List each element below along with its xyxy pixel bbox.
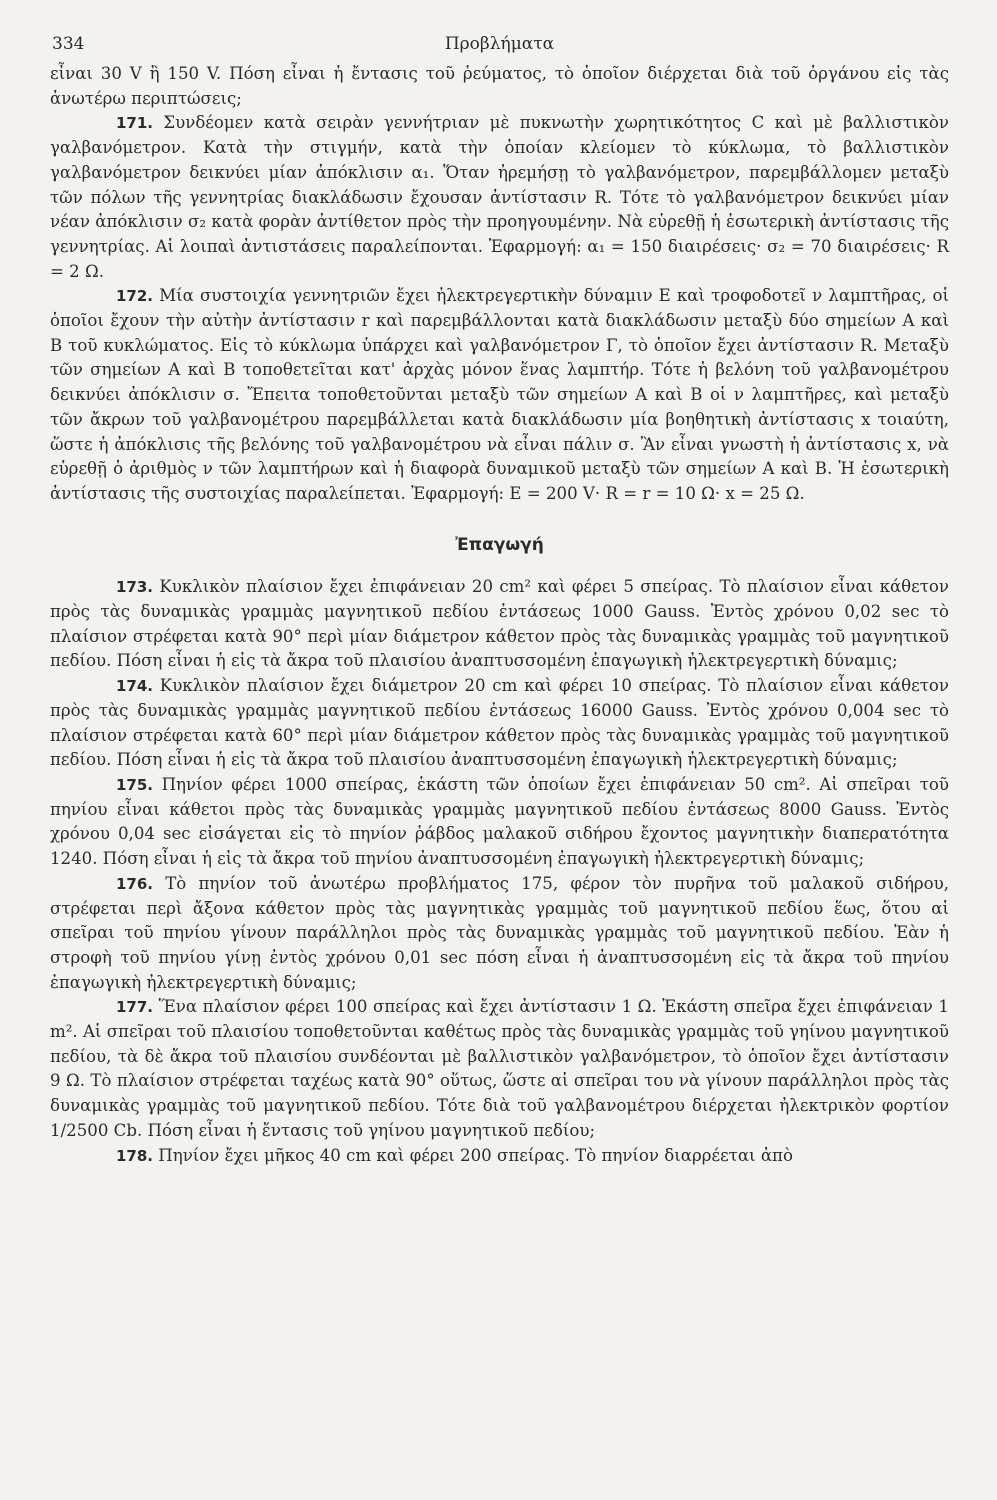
problem-173 [50, 575, 949, 674]
problem-171 [50, 111, 949, 284]
page-header [50, 22, 949, 62]
problem-178 [50, 1144, 949, 1169]
paragraph-continuation [50, 62, 949, 111]
paragraph-text: Συνδέομεν κατὰ σειρὰν γεννήτριαν μὲ πυκνωτὴν χωρητικότητος C καὶ μὲ βαλλιστικὸν γαλβανόμετρον. Κατὰ τὴν στιγμήν, κατὰ τὴν ὁποίαν κλείομεν τὸ κύκλωμα, τὸ βαλλιστικὸν γαλβανόμετρον δεικνύει μίαν ἀπόκλισιν α₁. Ὅταν ἠρεμήσῃ τὸ γαλβανόμετρον, παρεμβάλλομεν μεταξὺ τῶν πόλων τῆς γεννητρίας διακλάδωσιν ἔχουσαν ἀντίστασιν R. Τότε τὸ γαλβανόμετρον δεικνύει μίαν νέαν ἀπόκλισιν σ₂ κατὰ φορὰν ἀντίθετον πρὸς τὴν προηγουμένην. Νὰ εὑρεθῇ ἡ ἐσωτερικὴ ἀντίστασις τῆς γεννητρίας. Αἱ λοιπαὶ ἀντιστάσεις παραλείπονται. Ἐφαρμογή: α₁ = 150 διαιρέσεις· σ₂ = 70 διαιρέσεις· R = 2 Ω. [50, 113, 950, 281]
section-title: Ἐπαγωγή [455, 534, 544, 555]
paragraph-text: Μία συστοιχία γεννητριῶν ἔχει ἠλεκτρεγερτικὴν δύναμιν E καὶ τροφοδοτεῖ ν λαμπτῆρας, οἱ ὁποῖοι ἔχουν τὴν αὐτὴν ἀντίστασιν r καὶ παρεμβάλλονται κατὰ διακλάδωσιν μεταξὺ δύο σημείων A καὶ B τοῦ κυκλώματος. Εἰς τὸ κύκλωμα ὑπάρχει καὶ γαλβανόμετρον Γ, τὸ ὁποῖον ἔχει ἀντίστασιν R. Μεταξὺ τῶν σημείων A καὶ B τοποθετεῖται κατ' ἀρχὰς μόνον ἕνας λαμπτήρ. Τότε ἡ βελόνη τοῦ γαλβανομέτρου δεικνύει ἀπόκλισιν σ. Ἔπειτα τοποθετοῦνται μεταξὺ τῶν σημείων A καὶ B οἱ ν λαμπτῆρες, καὶ μεταξὺ τῶν ἄκρων τοῦ γαλβανομέτρου παρεμβάλλεται κατὰ διακλάδωσιν μία βοηθητικὴ ἀντίστασις x τοιαύτη, ὥστε ἡ ἀπόκλισις τῆς βελόνης τοῦ γαλβανομέτρου νὰ εἶναι πάλιν σ. Ἂν εἶναι γνωστὴ ἡ ἀντίστασις x, νὰ εὑρεθῇ ὁ ἀριθμὸς ν τῶν λαμπτήρων καὶ ἡ διαφορὰ δυναμικοῦ μεταξὺ τῶν σημείων A καὶ B. Ἡ ἐσωτερικὴ ἀντίστασις τῆς συστοιχίας παραλείπεται. Ἐφαρμογή: E = 200 V· R = r = 10 Ω· x = 25 Ω. [50, 286, 949, 503]
problem-number: 177. [116, 998, 154, 1017]
paragraph-text: Ἕνα πλαίσιον φέρει 100 σπείρας καὶ ἔχει ἀντίστασιν 1 Ω. Ἑκάστη σπεῖρα ἔχει ἐπιφάνειαν 1 m². Αἱ σπεῖραι τοῦ πλαισίου τοποθετοῦνται καθέτως πρὸς τὰς δυναμικὰς γραμμὰς τοῦ γηίνου μαγνητικοῦ πεδίου, τὰ δὲ ἄκρα τοῦ πλαισίου συνδέονται μὲ βαλλιστικὸν γαλβανόμετρον, τὸ ὁποῖον ἔχει ἀντίστασιν 9 Ω. Τὸ πλαίσιον στρέφεται ταχέως κατὰ 90° οὕτως, ὥστε αἱ σπεῖραι του νὰ γίνουν παράλληλοι πρὸς τὰς δυναμικὰς γραμμὰς τοῦ μαγνητικοῦ πεδίου. Τότε διὰ τοῦ γαλβανομέτρου διέρχεται ἠλεκτρικὸν φορτίον 1/2500 Cb. Πόση εἶναι ἡ ἔντασις τοῦ γηίνου μαγνητικοῦ πεδίου; [50, 997, 949, 1140]
problem-177 [50, 995, 949, 1143]
paragraph-text: Τὸ πηνίον τοῦ ἀνωτέρω προβλήματος 175, φέρον τὸν πυρῆνα τοῦ μαλακοῦ σιδήρου, στρέφεται περὶ ἄξονα κάθετον πρὸς τὰς μαγνητικὰς γραμμὰς τοῦ μαγνητικοῦ πεδίου ἕως, ὅτου αἱ σπεῖραι τοῦ πηνίου γίνουν παράλληλοι πρὸς τὰς δυναμικὰς γραμμὰς τοῦ μαγνητικοῦ πεδίου. Ἐὰν ἡ στροφὴ τοῦ πηνίου γίνῃ ἐντὸς χρόνου 0,01 sec πόση εἶναι ἡ ἀναπτυσσομένη εἰς τὰ ἄκρα τοῦ πηνίου ἐπαγωγικὴ ἠλεκτρεγερτικὴ δύναμις; [50, 873, 949, 992]
problem-number: 171. [116, 114, 154, 133]
page-number: 334 [52, 34, 85, 54]
problem-172 [50, 284, 949, 506]
paragraph-text: Κυκλικὸν πλαίσιον ἔχει ἐπιφάνειαν 20 cm² καὶ φέρει 5 σπείρας. Τὸ πλαίσιον εἶναι κάθετον πρὸς τὰς δυναμικὰς γραμμὰς μαγνητικοῦ πεδίου ἐντάσεως 1000 Gauss. Ἐντὸς χρόνου 0,02 sec τὸ πλαίσιον στρέφεται κατὰ 90° περὶ μίαν διάμετρον κάθετον πρὸς τὰς δυναμικὰς γραμμὰς τοῦ μαγνητικοῦ πεδίου. Πόση εἶναι ἡ εἰς τὰ ἄκρα τοῦ πλαισίου ἀναπτυσσομένη ἐπαγωγικὴ ἠλεκτρεγερτικὴ δύναμις; [50, 577, 949, 671]
problem-number: 172. [116, 287, 154, 306]
problem-number: 173. [116, 578, 154, 597]
running-title: Προβλήματα [444, 34, 555, 54]
paragraph-text: Κυκλικὸν πλαίσιον ἔχει διάμετρον 20 cm καὶ φέρει 10 σπείρας. Τὸ πλαίσιον εἶναι κάθετον πρὸς τὰς δυναμικὰς γραμμὰς μαγνητικοῦ πεδίου ἐντάσεως 16000 Gauss. Ἐντὸς χρόνου 0,004 sec τὸ πλαίσιον στρέφεται κατὰ 60° περὶ μίαν διάμετρον κάθετον πρὸς τὰς δυναμικὰς γραμμὰς τοῦ μαγνητικοῦ πεδίου. Πόση εἶναι ἡ εἰς τὰ ἄκρα τοῦ πλαισίου ἀναπτυσσομένη ἐπαγωγικὴ ἠλεκτρεγερτικὴ δύναμις; [50, 676, 950, 770]
problem-175 [50, 773, 949, 872]
paragraph-text: Πηνίον ἔχει μῆκος 40 cm καὶ φέρει 200 σπείρας. Τὸ πηνίον διαρρέεται ἀπὸ [158, 1145, 793, 1165]
paragraph-text: εἶναι 30 V ἢ 150 V. Πόση εἶναι ἡ ἔντασις τοῦ ῥεύματος, τὸ ὁποῖον διέρχεται διὰ τοῦ ὀργάνου εἰς τὰς ἀνωτέρω περιπτώσεις; [50, 64, 949, 108]
problem-176 [50, 872, 949, 996]
paragraph-text: Πηνίον φέρει 1000 σπείρας, ἑκάστη τῶν ὁποίων ἔχει ἐπιφάνειαν 50 cm². Αἱ σπεῖραι τοῦ πηνίου εἶναι κάθετοι πρὸς τὰς δυναμικὰς γραμμὰς μαγνητικοῦ πεδίου ἐντάσεως 8000 Gauss. Ἐντὸς χρόνου 0,04 sec εἰσάγεται εἰς τὸ πηνίον ῥάβδος μαλακοῦ σιδήρου ἔχοντος μαγνητικὴν διαπερατότητα 1240. Πόση εἶναι ἡ εἰς τὰ ἄκρα τοῦ πηνίου ἀναπτυσσομένη ἐπαγωγικὴ ἠλεκτρεγερτικὴ δύναμις; [50, 774, 950, 869]
problem-number: 176. [116, 874, 154, 893]
problem-number: 174. [116, 677, 154, 696]
body-text [50, 62, 949, 1168]
problem-number: 175. [116, 775, 154, 794]
problem-174 [50, 674, 949, 773]
problem-number: 178. [116, 1146, 154, 1165]
